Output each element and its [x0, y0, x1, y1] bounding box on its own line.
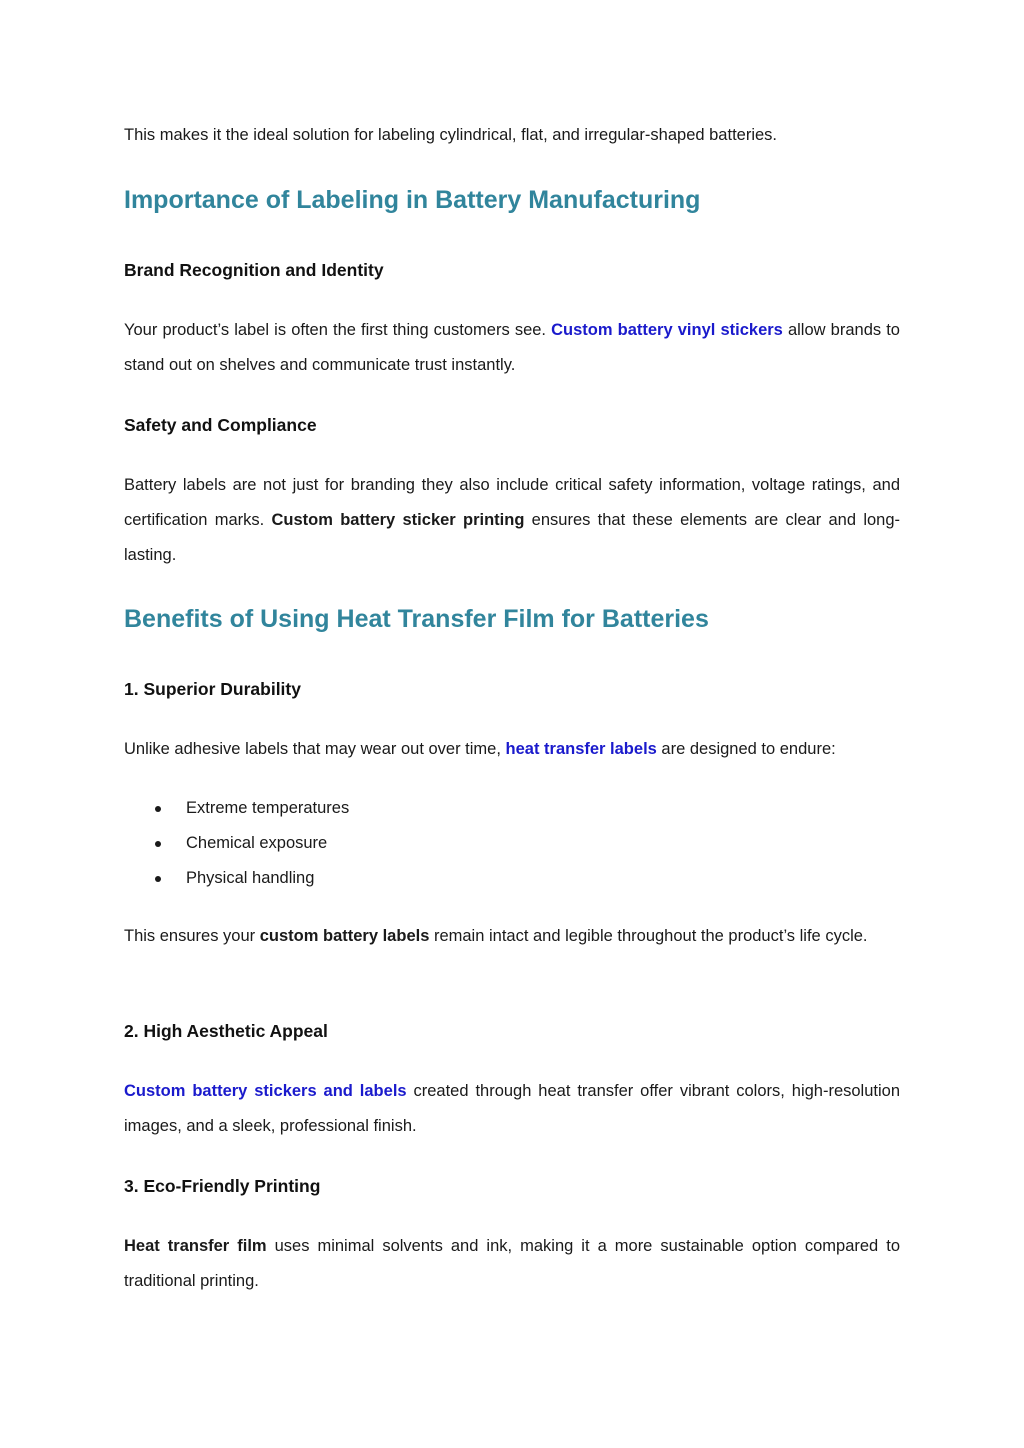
bullet-icon — [155, 841, 161, 847]
durability-conclusion-paragraph — [124, 919, 900, 954]
list-item-text: Physical handling — [186, 869, 315, 887]
aesthetic-text-after: created through heat transfer offer vibrant colors, high-resolution images, and a sleek, professional finish. — [124, 1082, 900, 1135]
link-custom-battery-vinyl-stickers[interactable]: Custom battery vinyl stickers — [551, 321, 783, 339]
list-item — [124, 826, 900, 861]
intro-paragraph — [124, 118, 900, 153]
eco-strong-text: Heat transfer film — [124, 1237, 267, 1255]
safety-paragraph — [124, 468, 900, 573]
conclusion-text-before: This ensures your — [124, 927, 260, 945]
list-item — [124, 791, 900, 826]
conclusion-strong-text: custom battery labels — [259, 927, 430, 945]
durability-paragraph — [124, 732, 900, 767]
intro-text: This makes it the ideal solution for labeling cylindrical, flat, and irregular-shaped batteries. — [124, 126, 777, 144]
conclusion-text-after: remain intact and legible throughout the product’s life cycle. — [429, 927, 868, 945]
list-item-text: Chemical exposure — [186, 834, 328, 852]
subheading-superior-durability: 1. Superior Durability — [124, 679, 301, 699]
brand-text-before: Your product’s label is often the first thing customers see. — [124, 321, 552, 339]
section-heading-benefits: Benefits of Using Heat Transfer Film for Batteries — [124, 605, 709, 633]
subheading-brand-recognition: Brand Recognition and Identity — [124, 260, 384, 280]
brand-text-after: allow brands to stand out on shelves and communicate trust instantly. — [124, 321, 900, 374]
link-custom-battery-stickers-and-labels[interactable]: Custom battery stickers and labels — [124, 1082, 407, 1100]
section-heading-labeling: Importance of Labeling in Battery Manufacturing — [124, 186, 701, 214]
eco-text-after: uses minimal solvents and ink, making it a more sustainable option compared to traditional printing. — [124, 1237, 900, 1290]
safety-text-after: ensures that these elements are clear and long-lasting. — [124, 511, 901, 564]
safety-strong-text: Custom battery sticker printing — [271, 511, 525, 529]
durability-bullet-list — [124, 791, 900, 896]
bullet-icon — [155, 876, 161, 882]
subheading-high-aesthetic-appeal: 2. High Aesthetic Appeal — [124, 1021, 328, 1041]
durability-text-after: are designed to endure: — [656, 740, 836, 758]
aesthetic-paragraph — [124, 1074, 900, 1144]
safety-text-before: Battery labels are not just for branding they also include critical safety information, voltage ratings, and certification marks. — [124, 476, 900, 529]
durability-text-before: Unlike adhesive labels that may wear out over time, — [124, 740, 506, 758]
list-item — [124, 861, 900, 896]
eco-paragraph — [124, 1229, 900, 1299]
brand-paragraph — [124, 313, 900, 383]
link-heat-transfer-labels[interactable]: heat transfer labels — [505, 740, 657, 758]
list-item-text: Extreme temperatures — [186, 799, 350, 817]
bullet-icon — [155, 806, 161, 812]
subheading-eco-friendly-printing: 3. Eco-Friendly Printing — [124, 1176, 321, 1196]
subheading-safety-compliance: Safety and Compliance — [124, 415, 317, 435]
